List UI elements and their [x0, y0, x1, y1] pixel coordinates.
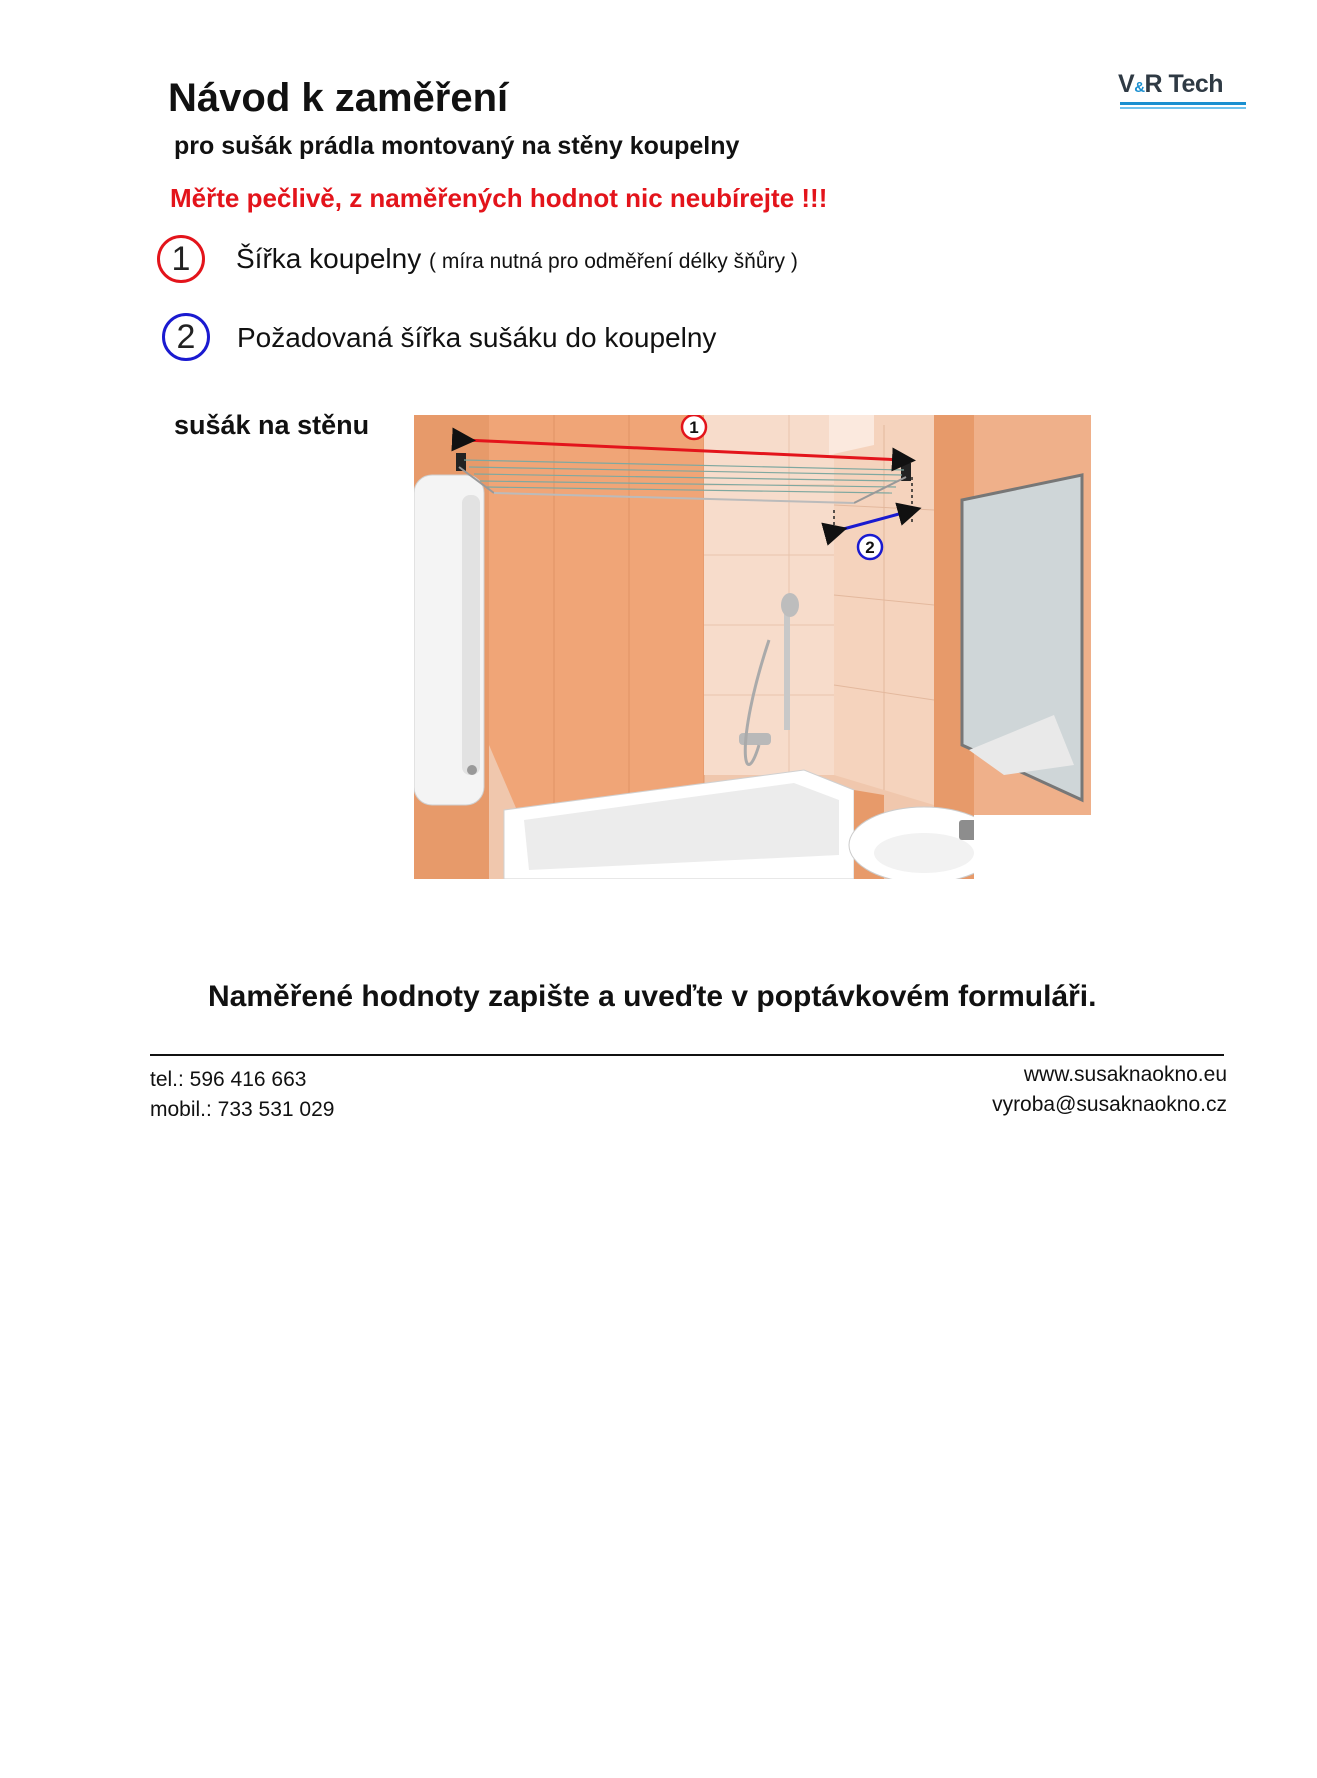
legend-label-1: Šířka koupelny — [236, 243, 422, 274]
shower-head — [781, 593, 799, 617]
legend-note-1: ( míra nutná pro odměření délky šňůry ) — [429, 250, 798, 273]
logo-rest: R Tech — [1144, 70, 1224, 98]
legend-number-1: 1 — [171, 239, 191, 278]
legend-marker-2 — [162, 313, 210, 361]
mobile-number: mobil.: 733 531 029 — [150, 1098, 335, 1121]
footer-instruction: Naměřené hodnoty zapište a uveďte v poptávkovém formuláři. — [208, 980, 1097, 1013]
page-subtitle: pro sušák prádla montovaný na stěny koupelny — [174, 132, 740, 160]
warning-text: Měřte pečlivě, z naměřených hodnot nic neubírejte !!! — [170, 183, 828, 213]
sink-basin — [874, 833, 974, 873]
water-heater-knob — [467, 765, 477, 775]
counter — [974, 815, 1091, 879]
logo-underline-light — [1120, 107, 1246, 109]
bath-faucet — [739, 733, 771, 745]
legend-item-1 — [236, 243, 798, 275]
company-logo — [1118, 70, 1248, 110]
logo-letter-v: V — [1118, 70, 1135, 98]
measurement-marker-1-label: 1 — [689, 418, 699, 437]
water-heater-side — [462, 495, 480, 775]
legend-marker-1 — [157, 235, 205, 283]
website-link[interactable]: www.susaknaokno.eu — [1023, 1063, 1227, 1086]
page-title: Návod k zaměření — [168, 76, 509, 120]
contact-online — [992, 1060, 1227, 1120]
bathroom-illustration — [414, 415, 1091, 879]
phone-number: tel.: 596 416 663 — [150, 1068, 307, 1091]
legend-label-2: Požadovaná šířka sušáku do koupelny — [237, 322, 717, 353]
measurement-marker-2-label: 2 — [865, 538, 875, 557]
logo-ampersand: & — [1134, 79, 1145, 96]
shower-rail — [784, 600, 790, 730]
figure-label: sušák na stěnu — [174, 410, 370, 440]
logo-underline — [1120, 102, 1246, 105]
footer-divider — [150, 1054, 1224, 1056]
legend-item-2 — [237, 322, 716, 354]
contact-phones — [150, 1065, 334, 1125]
email-link[interactable]: vyroba@susaknaokno.cz — [992, 1093, 1227, 1116]
legend-number-2: 2 — [176, 317, 196, 356]
